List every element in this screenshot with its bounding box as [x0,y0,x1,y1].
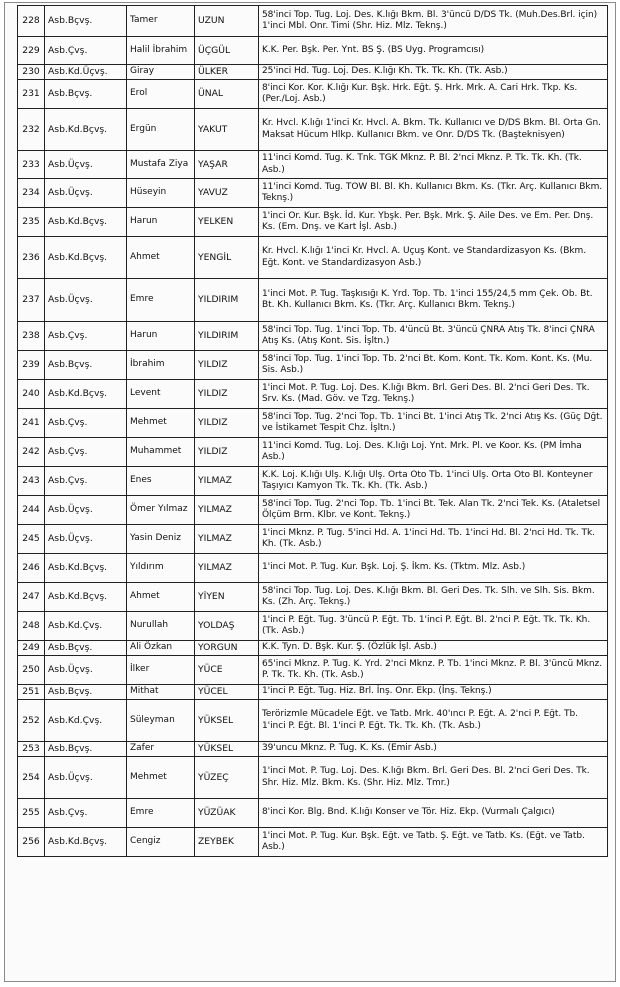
last-name-cell: YAŞAR [195,151,259,179]
first-name-cell: Levent [127,380,195,409]
rank-cell: Asb.Kd.Üçvş. [45,65,127,80]
first-name-cell: İbrahim [127,351,195,380]
rank-cell: Asb.Kd.Bçvş. [45,554,127,583]
table-row [18,685,608,700]
last-name-cell: YILDIRIM [195,322,259,351]
row-number-cell: 256 [18,828,45,857]
row-number-cell: 251 [18,685,45,700]
table-row [18,80,608,109]
rank-cell: Asb.Üçvş. [45,279,127,322]
last-name-cell: YÜKSEL [195,742,259,757]
first-name-cell: Emre [127,799,195,828]
unit-cell: Kr. Hvcl. K.lığı 1'inci Kr. Hvcl. A. Bkm. Tk. Kullanıcı ve D/DS Bkm. Bl. Orta Gn. Maksat Hücum Hlkp. Kullanıcı Bkm. ve Onr. D/DS Tk. (Başteknisyen) [259,109,608,151]
row-number-cell: 254 [18,757,45,799]
last-name-cell: YILDIRIM [195,279,259,322]
first-name-cell: Mehmet [127,757,195,799]
unit-cell: Terörizmle Mücadele Eğt. ve Tatb. Mrk. 40'ıncı P. Eğt. A. 2'nci P. Eğt. Tb. 1'inci P. Eğt. Bl. 1'inci P. Eğt. Tk. Tk. Kh. (Tk. Asb.) [259,700,608,742]
table-row [18,151,608,179]
row-number-cell: 245 [18,525,45,554]
table-row [18,583,608,612]
unit-cell: 65'inci Mknz. P. Tug. K. Yrd. 2'nci Mknz. P. Tb. 1'inci Mknz. P. Bl. 3'üncü Mknz. P. Tk. Tk. Kh. (Tk. Asb.) [259,656,608,685]
unit-cell: Kr. Hvcl. K.lığı 1'inci Kr. Hvcl. A. Uçuş Kont. ve Standardizasyon Ks. (Bkm. Eğt. Kont. ve Standardizasyon Asb.) [259,237,608,279]
unit-cell: 1'inci Mot. P. Tug. Loj. Des. K.lığı Bkm. Brl. Geri Des. Bl. 2'nci Geri Des. Tk. Srv. Ks. (Mad. Göv. ve Tzg. Teknş.) [259,380,608,409]
table-row [18,208,608,237]
table-body [18,6,608,857]
unit-cell: 1'inci Mot. P. Tug. Kur. Bşk. Loj. Ş. İkm. Ks. (Tktm. Mlz. Asb.) [259,554,608,583]
rank-cell: Asb.Çvş. [45,409,127,438]
row-number-cell: 255 [18,799,45,828]
first-name-cell: Ali Özkan [127,641,195,656]
unit-cell: K.K. Tyn. D. Bşk. Kur. Ş. (Özlük İşl. Asb.) [259,641,608,656]
row-number-cell: 249 [18,641,45,656]
unit-cell: 58'inci Top. Tug. 1'inci Top. Tb. 2'nci Bt. Kom. Kont. Tk. Kom. Kont. Ks. (Mu. Sis. Asb.) [259,351,608,380]
last-name-cell: YORGUN [195,641,259,656]
unit-cell: 11'inci Komd. Tug. TOW Bl. Bl. Kh. Kullanıcı Bkm. Ks. (Tkr. Arç. Kullanıcı Bkm. Teknş.) [259,179,608,208]
rank-cell: Asb.Çvş. [45,37,127,65]
row-number-cell: 234 [18,179,45,208]
unit-cell: K.K. Per. Bşk. Per. Ynt. BS Ş. (BS Uyg. Programcısı) [259,37,608,65]
row-number-cell: 239 [18,351,45,380]
document-page [4,2,616,982]
first-name-cell: Mithat [127,685,195,700]
rank-cell: Asb.Bçvş. [45,742,127,757]
first-name-cell: Ahmet [127,583,195,612]
rank-cell: Asb.Bçvş. [45,80,127,109]
rank-cell: Asb.Üçvş. [45,525,127,554]
table-row [18,351,608,380]
last-name-cell: YILDIZ [195,409,259,438]
unit-cell: 1'inci Mot. P. Tug. Kur. Bşk. Eğt. ve Tatb. Ş. Eğt. ve Tatb. Ks. (Eğt. ve Tatb. Asb.) [259,828,608,857]
first-name-cell: Ergün [127,109,195,151]
table-row [18,641,608,656]
unit-cell: 58'inci Top. Tug. Loj. Des. K.lığı Bkm. Bl. Geri Des. Tk. Slh. ve Slh. Sis. Bkm. Ks. (Zh. Arç. Teknş.) [259,583,608,612]
row-number-cell: 242 [18,438,45,467]
first-name-cell: Mustafa Ziya [127,151,195,179]
first-name-cell: Hüseyin [127,179,195,208]
table-row [18,37,608,65]
first-name-cell: Enes [127,467,195,496]
table-row [18,656,608,685]
rank-cell: Asb.Kd.Bçvş. [45,109,127,151]
row-number-cell: 252 [18,700,45,742]
first-name-cell: Yasin Deniz [127,525,195,554]
table-row [18,409,608,438]
first-name-cell: Mehmet [127,409,195,438]
last-name-cell: YILDIZ [195,380,259,409]
first-name-cell: Zafer [127,742,195,757]
table-row [18,612,608,641]
row-number-cell: 244 [18,496,45,525]
rank-cell: Asb.Üçvş. [45,757,127,799]
row-number-cell: 243 [18,467,45,496]
last-name-cell: YILMAZ [195,496,259,525]
rank-cell: Asb.Üçvş. [45,151,127,179]
unit-cell: 1'inci Mknz. P. Tug. 5'inci Hd. A. 1'inci Hd. Tb. 1'inci Hd. Bl. 2'nci Hd. Tk. Tk. Kh. (Tk. Asb.) [259,525,608,554]
last-name-cell: UZUN [195,6,259,37]
row-number-cell: 228 [18,6,45,37]
row-number-cell: 233 [18,151,45,179]
row-number-cell: 250 [18,656,45,685]
rank-cell: Asb.Bçvş. [45,6,127,37]
first-name-cell: Harun [127,208,195,237]
last-name-cell: YAVUZ [195,179,259,208]
row-number-cell: 232 [18,109,45,151]
personnel-table [17,5,608,857]
unit-cell: 1'inci P. Eğt. Tug. 3'üncü P. Eğt. Tb. 1'inci P. Eğt. Bl. 2'nci P. Eğt. Tk. Tk. Kh. (Tk. Asb.) [259,612,608,641]
row-number-cell: 230 [18,65,45,80]
table-row [18,179,608,208]
last-name-cell: YÜZÜAK [195,799,259,828]
rank-cell: Asb.Kd.Bçvş. [45,583,127,612]
table-row [18,525,608,554]
last-name-cell: YÜCEL [195,685,259,700]
rank-cell: Asb.Çvş. [45,799,127,828]
row-number-cell: 229 [18,37,45,65]
first-name-cell: Süleyman [127,700,195,742]
row-number-cell: 246 [18,554,45,583]
rank-cell: Asb.Bçvş. [45,685,127,700]
last-name-cell: YILMAZ [195,554,259,583]
rank-cell: Asb.Üçvş. [45,496,127,525]
first-name-cell: Ahmet [127,237,195,279]
rank-cell: Asb.Çvş. [45,467,127,496]
table-row [18,757,608,799]
rank-cell: Asb.Kd.Bçvş. [45,208,127,237]
unit-cell: 1'inci Or. Kur. Bşk. İd. Kur. Ybşk. Per. Bşk. Mrk. Ş. Aile Des. ve Em. Per. Dnş. Ks. (Em. Dnş. ve Kart İşl. Asb.) [259,208,608,237]
table-row [18,496,608,525]
unit-cell: 1'inci P. Eğt. Tug. Hiz. Brl. İnş. Onr. Ekp. (İnş. Teknş.) [259,685,608,700]
rank-cell: Asb.Kd.Bçvş. [45,828,127,857]
table-row [18,700,608,742]
table-row [18,279,608,322]
first-name-cell: Halil İbrahim [127,37,195,65]
rank-cell: Asb.Üçvş. [45,179,127,208]
last-name-cell: ÜNAL [195,80,259,109]
table-row [18,6,608,37]
rank-cell: Asb.Üçvş. [45,656,127,685]
table-row [18,237,608,279]
rank-cell: Asb.Kd.Bçvş. [45,237,127,279]
unit-cell: 8'inci Kor. Blg. Bnd. K.lığı Konser ve Tör. Hiz. Ekp. (Vurmalı Çalgıcı) [259,799,608,828]
last-name-cell: YÜZEÇ [195,757,259,799]
last-name-cell: YÜKSEL [195,700,259,742]
first-name-cell: Harun [127,322,195,351]
unit-cell: 11'inci Komd. Tug. K. Tnk. TGK Mknz. P. Bl. 2'nci Mknz. P. Tk. Tk. Kh. (Tk. Asb.) [259,151,608,179]
last-name-cell: YİYEN [195,583,259,612]
unit-cell: 58'inci Top. Tug. Loj. Des. K.lığı Bkm. Bl. 3'üncü D/DS Tk. (Muh.Des.Brl. için) 1'inci Mbl. Onr. Timi (Shr. Hiz. Mlz. Teknş.) [259,6,608,37]
rank-cell: Asb.Çvş. [45,438,127,467]
first-name-cell: Tamer [127,6,195,37]
rank-cell: Asb.Kd.Çvş. [45,700,127,742]
row-number-cell: 248 [18,612,45,641]
rank-cell: Asb.Bçvş. [45,641,127,656]
unit-cell: 58'inci Top. Tug. 2'nci Top. Tb. 1'inci Bt. 1'inci Atış Tk. 2'nci Atış Ks. (Güç Dğt. ve İstikamet Tespit Chz. İşltn.) [259,409,608,438]
table-row [18,742,608,757]
table-row [18,438,608,467]
first-name-cell: Emre [127,279,195,322]
table-row [18,467,608,496]
last-name-cell: YOLDAŞ [195,612,259,641]
row-number-cell: 241 [18,409,45,438]
rank-cell: Asb.Çvş. [45,322,127,351]
unit-cell: 1'inci Mot. P. Tug. Taşkısığı K. Yrd. Top. Tb. 1'inci 155/24,5 mm Çek. Ob. Bt. Bt. Kh. Kullanıcı Bkm. Ks. (Tkr. Arç. Kullanıcı Bkm. Teknş.) [259,279,608,322]
rank-cell: Asb.Kd.Çvş. [45,612,127,641]
first-name-cell: Cengiz [127,828,195,857]
last-name-cell: YILMAZ [195,525,259,554]
row-number-cell: 240 [18,380,45,409]
unit-cell: K.K. Loj. K.lığı Ulş. K.lığı Ulş. Orta Oto Tb. 1'inci Ulş. Orta Oto Bl. Konteyner Taşıyıcı Kamyon Tk. Tk. Kh. (Tk. Asb.) [259,467,608,496]
last-name-cell: YELKEN [195,208,259,237]
table-row [18,109,608,151]
table-row [18,554,608,583]
row-number-cell: 253 [18,742,45,757]
table-row [18,828,608,857]
row-number-cell: 235 [18,208,45,237]
row-number-cell: 247 [18,583,45,612]
unit-cell: 1'inci Mot. P. Tug. Loj. Des. K.lığı Bkm. Brl. Geri Des. Bl. 2'nci Geri Des. Tk. Shr. Hiz. Mlz. Bkm. Ks. (Shr. Hiz. Mlz. Tmr.) [259,757,608,799]
last-name-cell: YAKUT [195,109,259,151]
unit-cell: 58'inci Top. Tug. 1'inci Top. Tb. 4'üncü Bt. 3'üncü ÇNRA Atış Tk. 8'inci ÇNRA Atış Ks. (Atış Kont. Sis. İşltn.) [259,322,608,351]
unit-cell: 39'uncu Mknz. P. Tug. K. Ks. (Emir Asb.) [259,742,608,757]
last-name-cell: ÜÇGÜL [195,37,259,65]
last-name-cell: YILDIZ [195,438,259,467]
row-number-cell: 238 [18,322,45,351]
row-number-cell: 237 [18,279,45,322]
last-name-cell: YILDIZ [195,351,259,380]
first-name-cell: Yıldırım [127,554,195,583]
unit-cell: 58'inci Top. Tug. 2'nci Top. Tb. 1'inci Bt. Tek. Alan Tk. 2'nci Tek. Ks. (Ataletsel Ölçüm Brm. Klbr. ve Kont. Teknş.) [259,496,608,525]
unit-cell: 25'inci Hd. Tug. Loj. Des. K.lığı Kh. Tk. Tk. Kh. (Tk. Asb.) [259,65,608,80]
first-name-cell: Erol [127,80,195,109]
unit-cell: 8'inci Kor. Kor. K.lığı Kur. Bşk. Hrk. Eğt. Ş. Hrk. Mrk. A. Cari Hrk. Tkp. Ks. (Per./Loj. Asb.) [259,80,608,109]
last-name-cell: ZEYBEK [195,828,259,857]
first-name-cell: Muhammet [127,438,195,467]
table-row [18,380,608,409]
first-name-cell: Nurullah [127,612,195,641]
first-name-cell: Giray [127,65,195,80]
row-number-cell: 236 [18,237,45,279]
unit-cell: 11'inci Komd. Tug. Loj. Des. K.lığı Loj. Ynt. Mrk. Pl. ve Koor. Ks. (PM İmha Asb.) [259,438,608,467]
table-row [18,65,608,80]
last-name-cell: YÜCE [195,656,259,685]
row-number-cell: 231 [18,80,45,109]
last-name-cell: YENGİL [195,237,259,279]
table-row [18,799,608,828]
table-row [18,322,608,351]
first-name-cell: İlker [127,656,195,685]
last-name-cell: YILMAZ [195,467,259,496]
first-name-cell: Ömer Yılmaz [127,496,195,525]
rank-cell: Asb.Bçvş. [45,351,127,380]
rank-cell: Asb.Kd.Bçvş. [45,380,127,409]
last-name-cell: ÜLKER [195,65,259,80]
